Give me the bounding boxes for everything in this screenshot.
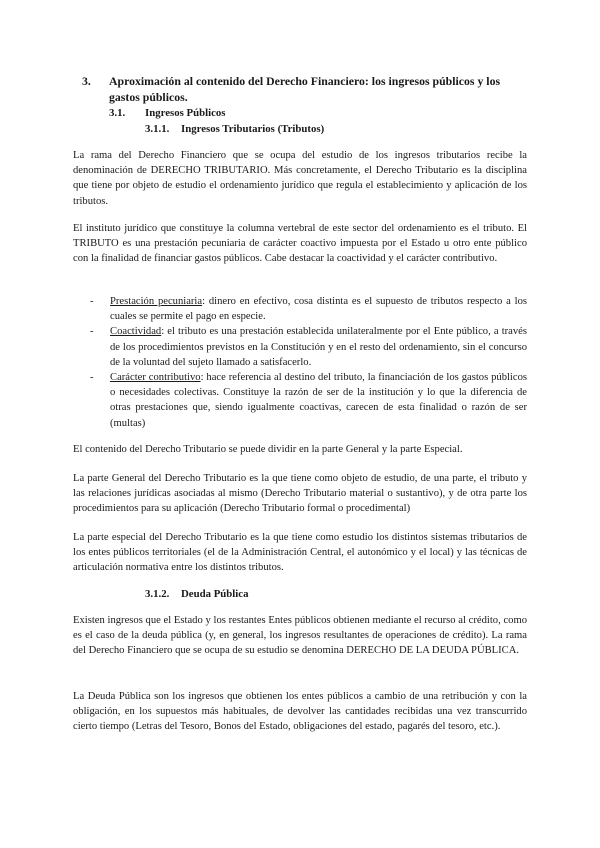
paragraph-1: La rama del Derecho Financiero que se ocupa del estudio de los ingresos tributarios recibe la denominación de DERECHO TRIBUTARIO. Más concretamente, el Derecho Tributario es la disciplina que tiene por objeto de estudio el ordenamiento jurídico que regula el establecimiento y aplicación de los tributos.	[73, 150, 527, 207]
paragraph-3: El contenido del Derecho Tributario se puede dividir en la parte General y la parte Especial.	[73, 444, 463, 455]
bullet-dash: -	[90, 372, 94, 384]
section-312-number: 3.1.2.	[145, 588, 170, 600]
section-311-number: 3.1.1.	[145, 123, 170, 135]
paragraph-5: La parte especial del Derecho Tributario es la que tiene como estudio los distintos sistemas tributarios de los entes públicos territoriales (el de la Administración Central, el autonómico y el local) y las técnicas de articulación normativa entre los distintos tributos.	[73, 532, 527, 574]
list-item	[90, 294, 527, 324]
paragraph-6: Existen ingresos que el Estado y los restantes Entes públicos obtienen mediante el recurso al crédito, como es el caso de la deuda pública (y, en general, los ingresos resultantes de operaciones de crédito). La rama del Derecho Financiero que se ocupa de su estudio se denomina DERECHO DE LA DEUDA PÚBLICA.	[73, 615, 527, 657]
bullet-dash: -	[90, 296, 94, 307]
bullet-text: : el tributo es una prestación establecida unilateralmente por el Ente público, a través de los procedimientos previstos en la Constitución y en el resto del ordenamiento, sin el concurso de la voluntad del sujeto llamado a satisfacerlo.	[110, 326, 527, 368]
bullet-text: : hace referencia al destino del tributo, la financiación de los gastos públicos o necesidades colectivas. Constituye la razón de ser de la institución y lo que la diferencia de otras prestaciones que, siendo igualmente coactivas, carecen de esta finalidad o razón de ser (multas)	[110, 372, 527, 429]
heading-title: Aproximación al contenido del Derecho Financiero: los ingresos públicos y los gastos públicos.	[109, 74, 501, 104]
bullet-term: Coactividad	[110, 326, 162, 338]
paragraph-7: La Deuda Pública son los ingresos que obtienen los entes públicos a cambio de una retribución y con la obligación, en los supuestos más habituales, de devolver las cantidades recibidas una vez transcurrido cierto tiempo (Letras del Tesoro, Bonos del Estado, obligaciones del estado, pagarés del tesoro, etc.).	[73, 691, 527, 733]
list-item	[90, 370, 527, 431]
list-item	[90, 324, 527, 370]
bullet-term: Prestación pecuniaria	[110, 296, 203, 307]
bullet-dash: -	[90, 326, 94, 338]
section-31-title: Ingresos Públicos	[145, 107, 226, 119]
section-311-title: Ingresos Tributarios (Tributos)	[181, 123, 325, 135]
bullet-text: : dinero en efectivo, cosa distinta es el supuesto de tributos respecto a los cuales se permite el pago en especie.	[110, 296, 527, 323]
section-31-number: 3.1.	[109, 107, 126, 119]
bullet-list	[90, 294, 527, 431]
section-312-title: Deuda Pública	[181, 588, 249, 600]
bullet-term: Carácter contributivo	[110, 372, 201, 384]
paragraph-4: La parte General del Derecho Tributario es la que tiene como objeto de estudio, de una parte, el tributo y las relaciones jurídicas asociadas al mismo (Derecho Tributario material o sustantivo), y de otra parte los procedimientos para su aplicación (Derecho Tributario formal o procedimental)	[73, 473, 527, 515]
heading-number: 3.	[82, 74, 91, 88]
paragraph-2: El instituto jurídico que constituye la columna vertebral de este sector del ordenamiento es el tributo. El TRIBUTO es una prestación pecuniaria de carácter coactivo impuesta por el Estado u otro ente público con la finalidad de financiar gastos públicos. Cabe destacar la coactividad y el carácter contributivo.	[73, 223, 527, 265]
